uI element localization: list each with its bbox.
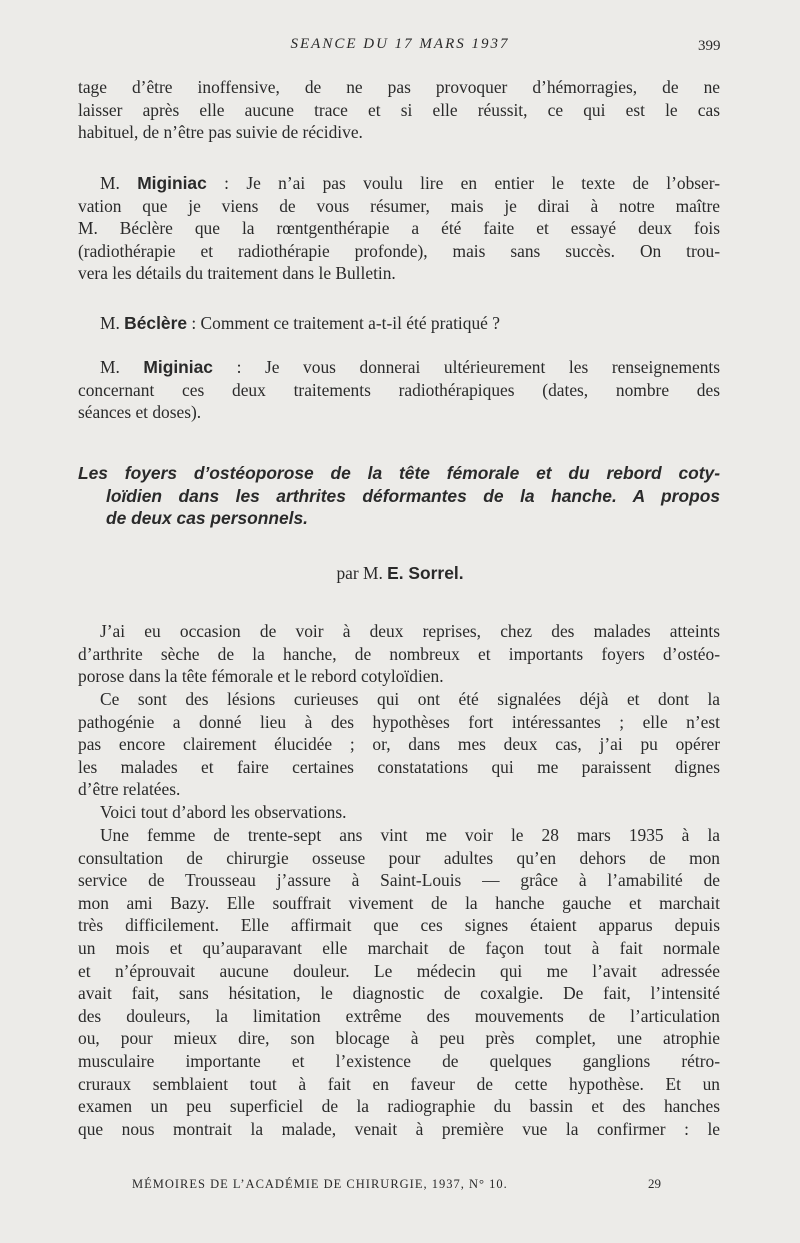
text-line: et n’éprouvait aucune douleur. Le médecin qui me l’avait adressée (78, 960, 720, 981)
text-line: d’être relatées. (78, 779, 181, 800)
speaker-text: : Je n’ai pas voulu lire en entier le texte de l’obser- (206, 173, 720, 193)
text-line (78, 356, 720, 379)
speaker-prefix: M. (100, 357, 144, 377)
text-line: habituel, de n’être pas suivie de récidive. (78, 122, 363, 143)
text-line: (radiothérapie et radiothérapie profonde), mais sans succès. On trou- (78, 240, 720, 261)
text-line: concernant ces deux traitements radiothérapiques (dates, nombre des (78, 379, 720, 400)
text-line: examen un peu superficiel de la radiographie du bassin et des hanches (78, 1096, 720, 1117)
title-line: Les foyers d’ostéoporose de la tête fémorale et du rebord coty- (78, 463, 720, 483)
text-line: mon ami Bazy. Elle souffrait vivement de la hanche gauche et marchait (78, 892, 720, 913)
text-line: porose dans la tête fémorale et le rebord cotyloïdien. (78, 666, 444, 687)
text-line: très difficilement. Elle affirmait que ces signes étaient apparus depuis (78, 915, 720, 936)
author-prefix: par M. (336, 563, 388, 583)
text-line: des douleurs, la limitation extrême des mouvements de l’articulation (78, 1005, 720, 1026)
article-author (0, 563, 800, 584)
body-paragraph-3 (78, 801, 720, 824)
text-line: ou, pour mieux dire, son blocage à peu près complet, une atrophie (78, 1028, 720, 1049)
page-number: 399 (698, 38, 721, 54)
text-line (78, 312, 720, 335)
text-line: pathogénie a donné lieu à des hypothèses fort intéressantes ; elle n’est (78, 711, 720, 732)
text-line: un mois et qu’auparavant elle marchait de façon tout à fait normale (78, 937, 720, 958)
speaker-prefix: M. (100, 173, 138, 193)
body-paragraph-4 (78, 824, 720, 1140)
text-line: Une femme de trente-sept ans vint me voir le 28 mars 1935 à la (100, 825, 720, 845)
text-line: cruraux semblaient tout à fait en faveur de cette hypothèse. Et un (78, 1073, 720, 1094)
text-line: service de Trousseau j’assure à Saint-Louis — grâce à l’amabilité de (78, 870, 720, 891)
speaker-name: Miginiac (137, 173, 207, 193)
text-line: consultation de chirurgie osseuse pour adultes qu’en dehors de mon (78, 847, 720, 868)
text-line: séances et doses). (78, 402, 202, 423)
text-line: musculaire importante et l’existence de quelques ganglions rétro- (78, 1050, 720, 1071)
text-line: vera les détails du traitement dans le Bulletin. (78, 263, 396, 284)
text-line: Ce sont des lésions curieuses qui ont été signalées déjà et dont la (100, 689, 720, 709)
text-line: les malades et faire certaines constatations qui me paraissent dignes (78, 756, 720, 777)
title-line: loïdien dans les arthrites déformantes de la hanche. A propos (106, 485, 720, 506)
text-line (78, 172, 720, 195)
speaker-text: : Je vous donnerai ultérieurement les renseignements (212, 357, 720, 377)
footer-journal: MÉMOIRES DE L’ACADÉMIE DE CHIRURGIE, 1937, N° 10. (132, 1177, 508, 1191)
body-paragraph-1 (78, 620, 720, 688)
text-line: M. Béclère que la rœntgenthérapie a été faite et essayé deux fois (78, 218, 720, 239)
article-title (78, 462, 720, 530)
running-header: SEANCE DU 17 MARS 1937 (290, 36, 510, 52)
footer-page-number: 29 (648, 1176, 661, 1191)
text-line: vation que je viens de vous résumer, mais je dirai à notre maître (78, 195, 720, 216)
speaker-prefix: M. (100, 313, 125, 333)
title-line: de deux cas personnels. (106, 508, 309, 529)
body-paragraph-2 (78, 688, 720, 801)
text-line: laisser après elle aucune trace et si elle réussit, ce qui est le cas (78, 99, 720, 120)
speaker-name: Béclère (124, 313, 188, 333)
speaker-text: : Comment ce traitement a-t-il été pratiqué ? (187, 313, 500, 333)
text-line: tage d’être inoffensive, de ne pas provoquer d’hémorragies, de ne (78, 77, 720, 97)
text-line: J’ai eu occasion de voir à deux reprises, chez des malades atteints (100, 621, 720, 641)
speaker-name: Miginiac (143, 357, 213, 377)
paragraph-continuation (78, 76, 720, 144)
paragraph-miginiac-1 (78, 172, 720, 285)
text-line: que nous montrait la malade, venait à première vue la confirmer : le (78, 1118, 720, 1139)
text-line: avait fait, sans hésitation, le diagnostic de coxalgie. De fait, l’intensité (78, 983, 720, 1004)
author-name: E. Sorrel. (387, 563, 464, 583)
text-line: pas encore clairement élucidée ; or, dans mes deux cas, j’ai pu opérer (78, 734, 720, 755)
text-line: d’arthrite sèche de la hanche, de nombreux et importants foyers d’ostéo- (78, 643, 720, 664)
paragraph-beclere (78, 312, 720, 335)
text-line: Voici tout d’abord les observations. (100, 802, 347, 822)
paragraph-miginiac-2 (78, 356, 720, 424)
